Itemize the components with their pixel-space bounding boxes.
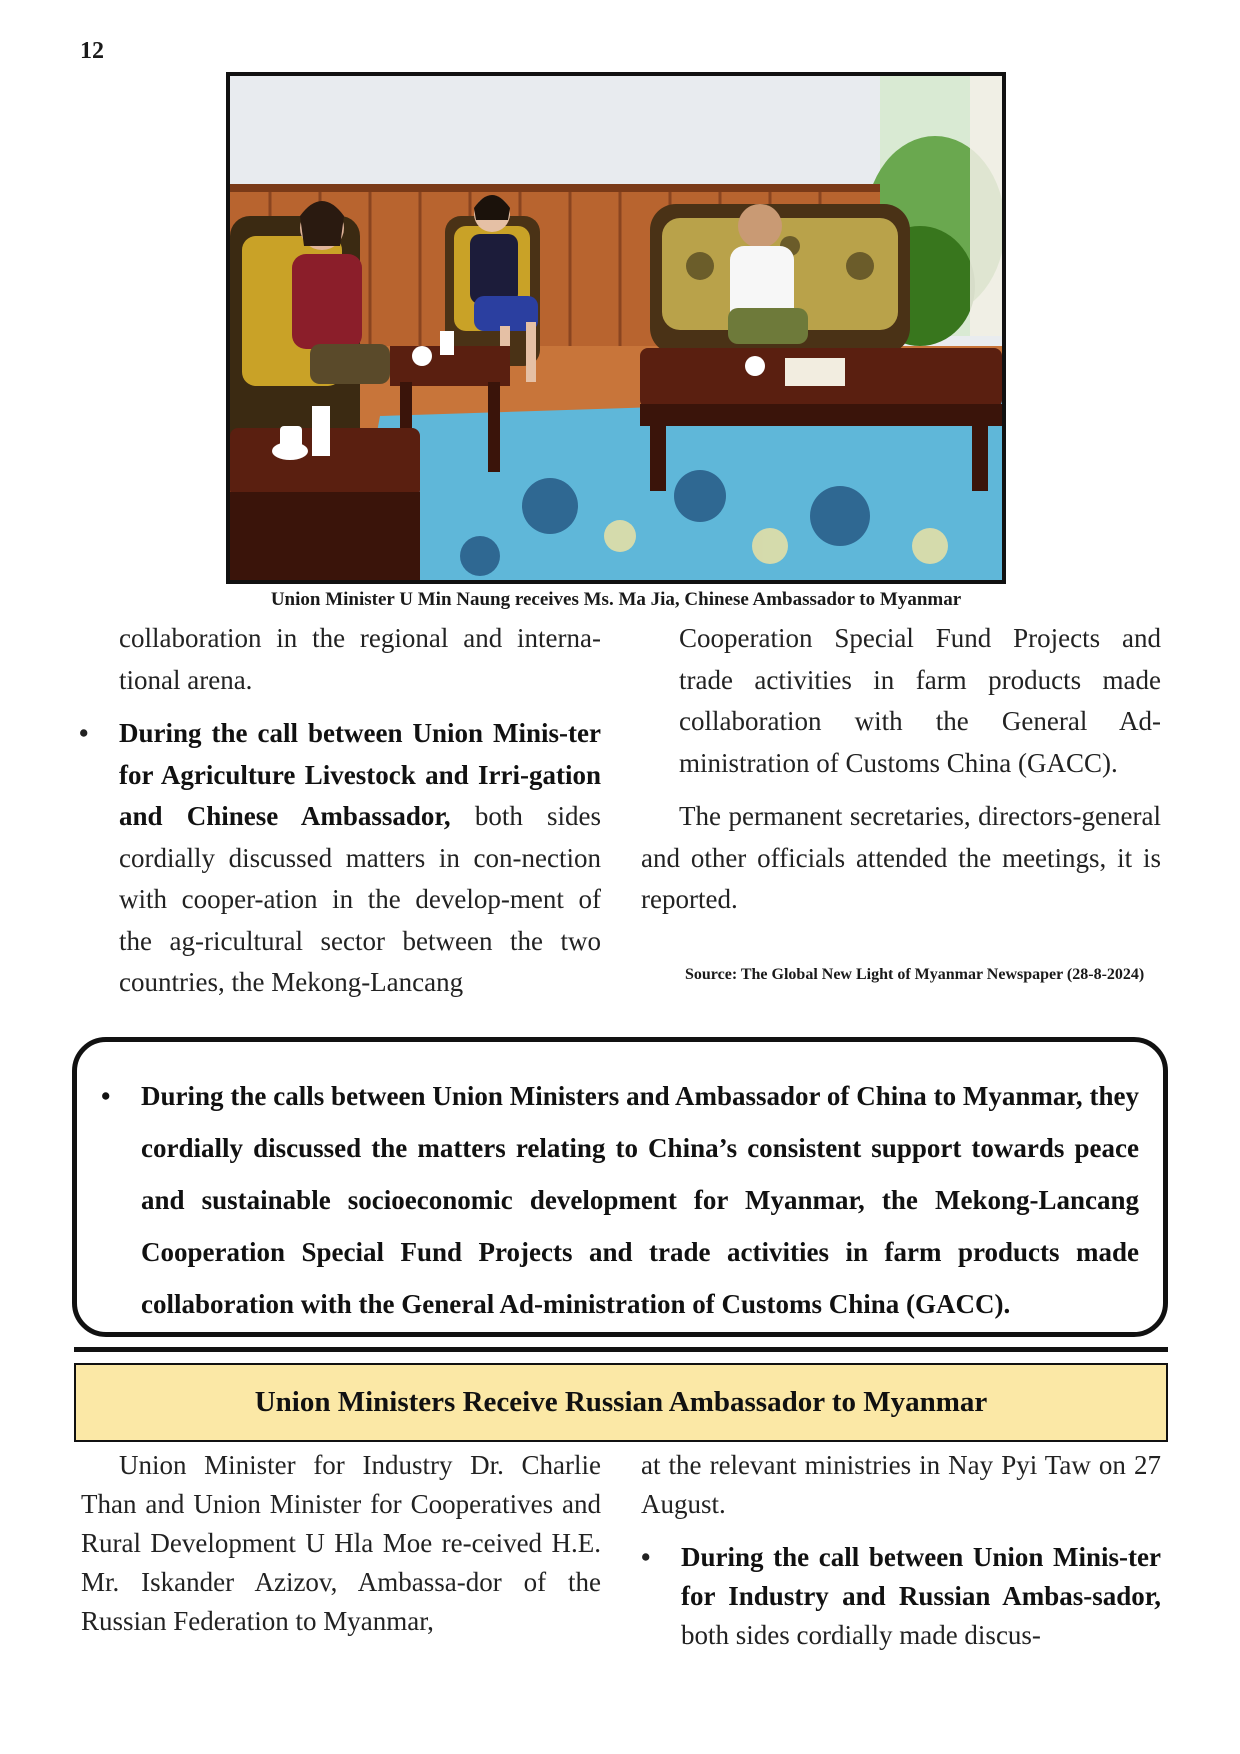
summary-callout — [72, 1037, 1168, 1337]
article1-bullet-rest: both sides cordially discussed matters in con-nection with cooper-ation in the develop-ment of the ag-ricultural sector between the two countries, the Mekong-Lancang — [119, 801, 601, 997]
section2-right-column — [641, 1446, 1161, 1655]
section2-bullet — [641, 1538, 1161, 1655]
section2-right-para1: at the relevant ministries in Nay Pyi Taw on 27 August. — [641, 1450, 1161, 1519]
meeting-room-illustration — [230, 76, 1002, 580]
article1-bullet — [79, 713, 601, 1004]
article1-right-para1: Cooperation Special Fund Projects and trade activities in farm products made collaboration with the General Ad-ministration of Customs China (GACC). — [679, 623, 1161, 778]
section-title: Union Ministers Receive Russian Ambassador to Myanmar — [254, 1386, 988, 1418]
article1-bullet-bold: During the call between Union Minis-ter for Agriculture Livestock and Irri-gation and Chinese Ambassador, — [119, 718, 601, 831]
section2-left-para: Union Minister for Industry Dr. Charlie Than and Union Minister for Cooperatives and Rural Development U Hla Moe re-ceived H.E. Mr. Iskander Azizov, Ambassa-dor of the Russian Federation to Myanmar, — [81, 1450, 601, 1636]
section-divider — [74, 1347, 1168, 1352]
photo-caption: Union Minister U Min Naung receives Ms. Ma Jia, Chinese Ambassador to Myanmar — [270, 589, 962, 610]
meeting-photo — [226, 72, 1006, 584]
article1-right-column — [641, 618, 1161, 921]
section2-left-column — [81, 1446, 601, 1641]
source-note: Source: The Global New Light of Myanmar Newspaper (28-8-2024) — [685, 966, 1145, 983]
article1-right-para2: The permanent secretaries, directors-general and other officials attended the meetings, it is reported. — [641, 801, 1161, 914]
article1-left-column — [119, 618, 601, 1004]
page-number: 12 — [80, 38, 104, 64]
section-banner — [74, 1363, 1168, 1442]
callout-text: • During the calls between Union Ministers and Ambassador of China to Myanmar, they cordially discussed the matters relating to China’s consistent support towards peace and sustainable socioeconomic development for Myanmar, the Mekong-Lancang Cooperation Special Fund Projects and trade activities in farm products made collaboration with the General Ad-ministration of Customs China (GACC). — [101, 1070, 1139, 1330]
article1-left-para: collaboration in the regional and interna-tional arena. — [119, 623, 601, 695]
section2-bullet-bold: During the call between Union Minis-ter for Industry and Russian Ambas-sador, — [681, 1542, 1161, 1611]
section2-bullet-rest: both sides cordially made discus- — [681, 1620, 1041, 1650]
